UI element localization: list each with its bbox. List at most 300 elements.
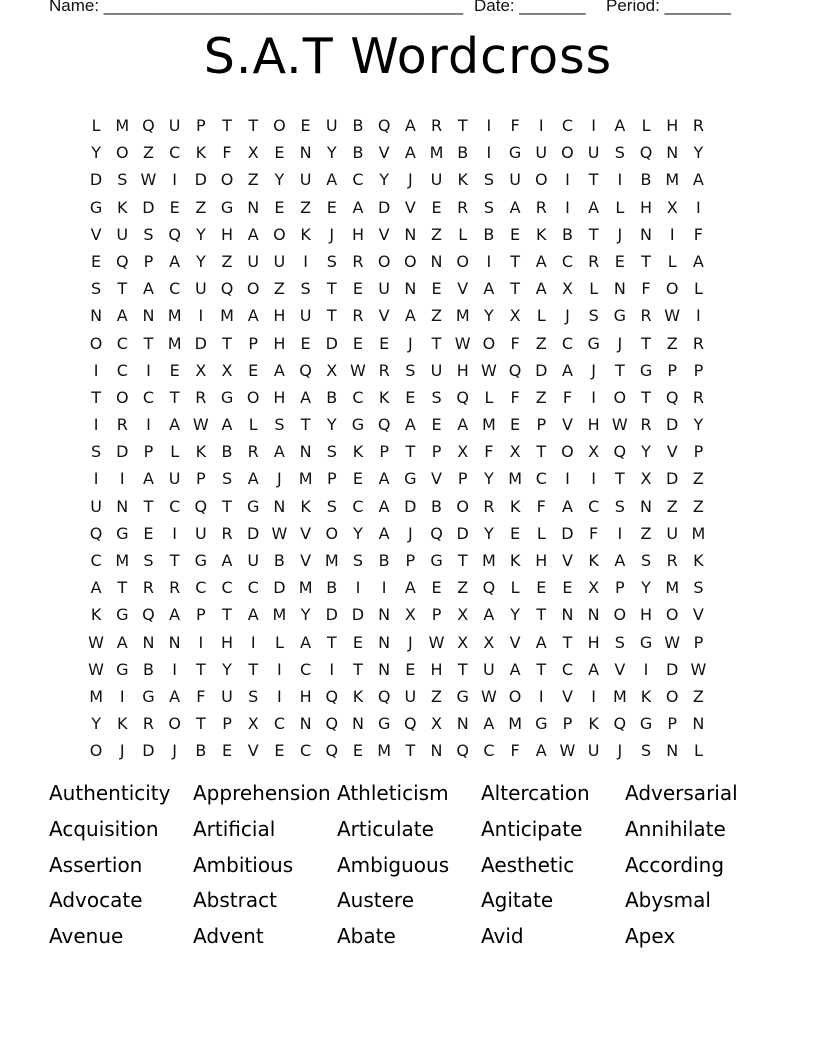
word-bank-item: Aesthetic bbox=[481, 852, 575, 877]
grid-letter: G bbox=[377, 714, 391, 734]
grid-letter: V bbox=[457, 279, 469, 299]
grid-letter: D bbox=[142, 741, 155, 761]
grid-letter: X bbox=[666, 197, 678, 217]
grid-letter: U bbox=[430, 360, 443, 380]
grid-letter: Q bbox=[456, 387, 470, 407]
grid-letter: P bbox=[196, 116, 206, 135]
grid-letter: N bbox=[378, 605, 391, 625]
grid-letter: M bbox=[665, 578, 680, 598]
grid-letter: R bbox=[116, 415, 128, 435]
grid-letter: K bbox=[195, 143, 207, 163]
grid-letter: Y bbox=[693, 143, 704, 163]
grid-letter: P bbox=[248, 333, 259, 353]
grid-letter: K bbox=[457, 170, 468, 190]
grid-letter: T bbox=[536, 605, 547, 625]
grid-letter: O bbox=[89, 333, 103, 353]
grid-letter: U bbox=[273, 251, 286, 271]
word-bank-item: Acquisition bbox=[49, 816, 159, 841]
grid-letter: Y bbox=[326, 143, 337, 163]
grid-letter: K bbox=[300, 496, 311, 516]
grid-letter: B bbox=[352, 143, 364, 163]
grid-letter: C bbox=[300, 659, 312, 679]
grid-letter: V bbox=[509, 632, 521, 652]
grid-letter: L bbox=[589, 279, 599, 299]
grid-letter: V bbox=[666, 442, 678, 462]
grid-letter: R bbox=[352, 306, 364, 326]
grid-letter: O bbox=[246, 387, 260, 407]
word-bank-item: Abstract bbox=[193, 888, 277, 913]
grid-letter: U bbox=[666, 523, 679, 543]
grid-letter: U bbox=[247, 251, 260, 271]
grid-letter: I bbox=[669, 224, 675, 244]
grid-letter: Q bbox=[220, 279, 234, 299]
grid-letter: E bbox=[169, 197, 180, 217]
grid-letter: Y bbox=[195, 251, 206, 271]
grid-letter: U bbox=[299, 306, 312, 326]
grid-letter: Z bbox=[640, 523, 652, 543]
grid-letter: J bbox=[407, 170, 413, 190]
grid-letter: E bbox=[431, 415, 442, 435]
grid-letter: U bbox=[587, 143, 600, 163]
grid-letter: T bbox=[300, 415, 311, 435]
grid-letter: L bbox=[536, 523, 546, 543]
word-bank-item: Abysmal bbox=[625, 888, 711, 913]
grid-letter: H bbox=[273, 333, 286, 353]
grid-letter: A bbox=[378, 496, 390, 516]
grid-letter: P bbox=[457, 469, 468, 489]
grid-letter: D bbox=[456, 523, 469, 543]
grid-letter: F bbox=[510, 387, 520, 407]
grid-letter: T bbox=[536, 442, 547, 462]
grid-letter: B bbox=[195, 741, 207, 761]
grid-letter: A bbox=[561, 360, 573, 380]
grid-letter: K bbox=[378, 387, 390, 407]
grid-letter: N bbox=[299, 442, 312, 462]
grid-letter: Y bbox=[326, 415, 337, 435]
grid-letter: N bbox=[378, 659, 391, 679]
grid-letter: S bbox=[483, 197, 494, 217]
grid-letter: V bbox=[561, 686, 573, 706]
word-bank-item: Articulate bbox=[337, 816, 434, 841]
grid-letter: I bbox=[617, 523, 623, 543]
grid-letter: A bbox=[535, 741, 547, 761]
grid-letter: S bbox=[431, 387, 442, 407]
word-bank-item: Apprehension bbox=[193, 781, 331, 805]
grid-letter: L bbox=[693, 279, 703, 299]
grid-letter: D bbox=[666, 469, 679, 489]
grid-letter: S bbox=[326, 251, 337, 271]
grid-letter: H bbox=[430, 659, 443, 679]
grid-letter: A bbox=[273, 442, 285, 462]
grid-letter: N bbox=[142, 306, 155, 326]
grid-letter: A bbox=[378, 523, 390, 543]
grid-letter: L bbox=[274, 632, 284, 652]
grid-letter: R bbox=[666, 551, 678, 570]
grid-letter: G bbox=[456, 686, 469, 706]
grid-letter: I bbox=[146, 415, 151, 435]
grid-letter: V bbox=[300, 551, 312, 570]
grid-letter: T bbox=[510, 279, 520, 299]
grid-letter: C bbox=[169, 496, 181, 516]
grid-letter: N bbox=[666, 143, 679, 163]
grid-letter: H bbox=[221, 224, 234, 244]
grid-letter: U bbox=[535, 143, 548, 163]
grid-letter: O bbox=[273, 224, 286, 244]
grid-letter: T bbox=[510, 251, 520, 271]
grid-letter: X bbox=[457, 605, 469, 625]
grid-letter: P bbox=[405, 551, 416, 570]
grid-letter: A bbox=[509, 659, 521, 679]
grid-letter: W bbox=[611, 415, 628, 435]
grid-letter: R bbox=[457, 197, 469, 217]
grid-letter: B bbox=[142, 659, 154, 679]
grid-letter: Z bbox=[431, 686, 443, 706]
grid-letter: I bbox=[486, 116, 492, 135]
grid-letter: U bbox=[247, 551, 260, 570]
grid-letter: P bbox=[431, 442, 442, 462]
grid-letter: N bbox=[247, 197, 260, 217]
grid-letter: I bbox=[172, 170, 178, 190]
grid-letter: A bbox=[692, 170, 704, 190]
grid-letter: T bbox=[405, 741, 416, 761]
grid-letter: D bbox=[194, 170, 207, 190]
grid-letter: I bbox=[591, 116, 597, 135]
grid-letter: Y bbox=[300, 605, 311, 625]
grid-letter: Y bbox=[510, 605, 520, 625]
grid-letter: S bbox=[640, 551, 652, 570]
grid-letter: E bbox=[352, 279, 364, 299]
grid-letter: R bbox=[692, 333, 704, 353]
grid-letter: F bbox=[536, 496, 546, 516]
grid-letter: N bbox=[640, 496, 653, 516]
grid-letter: A bbox=[221, 415, 233, 435]
grid-letter: T bbox=[326, 306, 337, 326]
student-info-header bbox=[0, 0, 816, 20]
word-bank-item: Artificial bbox=[193, 816, 276, 841]
grid-letter: P bbox=[693, 360, 704, 380]
grid-letter: E bbox=[405, 387, 416, 407]
grid-letter: A bbox=[116, 306, 128, 326]
grid-letter: C bbox=[169, 279, 181, 299]
grid-letter: E bbox=[326, 197, 337, 217]
grid-letter: G bbox=[247, 496, 260, 516]
grid-letter: A bbox=[404, 306, 416, 326]
grid-letter: I bbox=[93, 469, 99, 489]
grid-letter: X bbox=[509, 442, 521, 462]
grid-letter: F bbox=[510, 333, 520, 353]
grid-letter: L bbox=[510, 578, 520, 598]
grid-letter: Z bbox=[247, 170, 259, 190]
grid-letter: Y bbox=[379, 170, 390, 190]
grid-letter: A bbox=[535, 632, 547, 652]
grid-letter: O bbox=[273, 116, 286, 135]
grid-letter: X bbox=[457, 632, 469, 652]
grid-letter: C bbox=[483, 741, 495, 761]
grid-letter: M bbox=[482, 551, 496, 570]
date-field-label: Date: _______ bbox=[474, 0, 586, 15]
grid-letter: M bbox=[429, 143, 444, 163]
grid-letter: O bbox=[613, 605, 627, 625]
grid-letter: A bbox=[90, 578, 102, 598]
grid-letter: G bbox=[639, 714, 653, 734]
grid-letter: O bbox=[456, 496, 470, 516]
grid-letter: H bbox=[666, 116, 679, 135]
grid-letter: G bbox=[639, 360, 653, 380]
grid-letter: U bbox=[299, 170, 312, 190]
grid-letter: I bbox=[146, 360, 151, 380]
grid-letter: Q bbox=[115, 251, 129, 271]
grid-letter: Y bbox=[484, 523, 494, 543]
grid-letter: A bbox=[142, 279, 154, 299]
grid-letter: N bbox=[430, 741, 443, 761]
grid-letter: M bbox=[167, 333, 182, 353]
grid-letter: A bbox=[692, 251, 704, 271]
grid-letter: N bbox=[456, 714, 469, 734]
grid-letter: I bbox=[172, 523, 178, 543]
grid-letter: K bbox=[640, 686, 652, 706]
grid-letter: D bbox=[377, 197, 391, 217]
grid-letter: A bbox=[404, 578, 416, 598]
grid-letter: T bbox=[588, 224, 599, 244]
grid-letter: D bbox=[561, 523, 574, 543]
grid-letter: M bbox=[220, 306, 234, 326]
grid-letter: O bbox=[665, 279, 679, 299]
grid-letter: B bbox=[431, 496, 443, 516]
grid-letter: T bbox=[248, 116, 259, 135]
grid-letter: R bbox=[352, 251, 364, 271]
grid-letter: A bbox=[588, 197, 600, 217]
grid-letter: W bbox=[88, 659, 104, 679]
grid-letter: G bbox=[508, 143, 522, 163]
grid-letter: V bbox=[431, 469, 442, 489]
grid-letter: O bbox=[534, 170, 548, 190]
grid-letter: R bbox=[535, 197, 547, 217]
grid-letter: R bbox=[247, 442, 259, 462]
grid-letter: J bbox=[565, 306, 570, 326]
grid-letter: F bbox=[196, 686, 206, 706]
grid-letter: T bbox=[326, 279, 337, 299]
grid-letter: R bbox=[221, 523, 233, 543]
word-bank-item: Agitate bbox=[481, 888, 554, 913]
grid-letter: Z bbox=[300, 197, 312, 217]
grid-letter: L bbox=[458, 224, 468, 244]
grid-letter: S bbox=[693, 578, 704, 598]
grid-letter: G bbox=[220, 197, 234, 217]
grid-letter: S bbox=[300, 279, 311, 299]
grid-letter: I bbox=[591, 469, 597, 489]
grid-letter: E bbox=[352, 741, 364, 761]
grid-letter: N bbox=[613, 279, 626, 299]
grid-letter: Q bbox=[377, 415, 391, 435]
grid-letter: A bbox=[535, 279, 547, 299]
grid-letter: O bbox=[246, 279, 260, 299]
grid-letter: S bbox=[326, 496, 337, 516]
grid-letter: E bbox=[431, 279, 442, 299]
grid-letter: I bbox=[277, 686, 282, 706]
grid-letter: W bbox=[480, 360, 497, 380]
grid-letter: N bbox=[351, 714, 364, 734]
grid-letter: A bbox=[614, 116, 626, 135]
grid-letter: M bbox=[324, 551, 339, 570]
grid-letter: K bbox=[300, 224, 311, 244]
grid-letter: U bbox=[168, 116, 181, 135]
grid-letter: K bbox=[195, 442, 207, 462]
grid-letter: T bbox=[457, 659, 468, 679]
grid-letter: J bbox=[591, 360, 597, 380]
grid-letter: I bbox=[696, 197, 701, 217]
grid-letter: Z bbox=[692, 469, 704, 489]
grid-letter: Q bbox=[430, 523, 443, 543]
grid-letter: X bbox=[640, 469, 652, 489]
grid-letter: R bbox=[588, 251, 600, 271]
grid-letter: P bbox=[536, 415, 547, 435]
grid-letter: Y bbox=[274, 170, 285, 190]
word-bank-item: Abate bbox=[337, 924, 396, 949]
grid-letter: Q bbox=[325, 741, 339, 761]
grid-letter: O bbox=[561, 143, 574, 163]
grid-letter: E bbox=[91, 251, 102, 271]
grid-letter: Q bbox=[325, 686, 339, 706]
grid-letter: W bbox=[480, 686, 497, 706]
grid-letter: D bbox=[325, 605, 338, 625]
grid-letter: I bbox=[198, 306, 204, 326]
grid-letter: W bbox=[140, 170, 157, 190]
grid-letter: N bbox=[666, 741, 679, 761]
grid-letter: T bbox=[614, 469, 625, 489]
grid-letter: O bbox=[456, 251, 470, 271]
grid-letter: Q bbox=[613, 714, 627, 734]
grid-letter: O bbox=[220, 170, 234, 190]
grid-letter: W bbox=[88, 632, 104, 652]
grid-letter: V bbox=[692, 605, 704, 625]
grid-letter: G bbox=[639, 632, 653, 652]
grid-letter: N bbox=[378, 632, 391, 652]
grid-letter: I bbox=[119, 686, 125, 706]
grid-letter: C bbox=[195, 578, 207, 598]
grid-letter: H bbox=[273, 387, 286, 407]
word-bank-item: Ambiguous bbox=[337, 852, 450, 877]
word-bank-item: According bbox=[625, 852, 725, 877]
grid-letter: P bbox=[615, 578, 625, 598]
grid-letter: C bbox=[221, 578, 233, 598]
grid-letter: V bbox=[90, 224, 102, 244]
grid-letter: U bbox=[378, 279, 391, 299]
grid-letter: G bbox=[116, 605, 129, 625]
grid-letter: E bbox=[274, 741, 285, 761]
grid-letter: G bbox=[404, 469, 417, 489]
grid-letter: F bbox=[510, 741, 520, 761]
grid-letter: K bbox=[90, 605, 102, 625]
grid-letter: S bbox=[248, 686, 259, 706]
grid-letter: T bbox=[405, 442, 416, 462]
grid-letter: M bbox=[298, 469, 313, 489]
grid-letter: D bbox=[89, 170, 103, 190]
grid-letter: I bbox=[303, 251, 308, 271]
grid-letter: S bbox=[405, 360, 416, 380]
grid-letter: I bbox=[486, 251, 492, 271]
grid-letter: M bbox=[377, 741, 392, 761]
grid-letter: B bbox=[378, 551, 390, 570]
grid-letter: A bbox=[483, 279, 495, 299]
grid-letter: N bbox=[404, 224, 417, 244]
grid-letter: F bbox=[222, 143, 232, 163]
grid-letter: I bbox=[329, 659, 335, 679]
grid-letter: R bbox=[378, 360, 390, 380]
grid-letter: S bbox=[614, 632, 625, 652]
grid-letter: Z bbox=[692, 496, 704, 516]
grid-letter: C bbox=[535, 469, 547, 489]
grid-letter: U bbox=[509, 170, 521, 190]
grid-letter: X bbox=[195, 360, 207, 380]
grid-letter: F bbox=[589, 523, 599, 543]
grid-letter: A bbox=[483, 714, 495, 734]
grid-letter: Z bbox=[535, 333, 547, 353]
grid-letter: O bbox=[665, 605, 679, 625]
grid-letter: I bbox=[591, 686, 597, 706]
grid-letter: H bbox=[299, 686, 312, 706]
grid-letter: D bbox=[666, 659, 679, 679]
grid-letter: D bbox=[325, 333, 338, 353]
grid-letter: I bbox=[591, 387, 597, 407]
grid-letter: S bbox=[221, 469, 233, 489]
word-bank-item: Authenticity bbox=[49, 781, 171, 805]
grid-letter: T bbox=[195, 714, 206, 734]
grid-letter: S bbox=[326, 442, 337, 462]
word-bank-item: Altercation bbox=[481, 781, 590, 805]
grid-letter: S bbox=[274, 415, 285, 435]
grid-letter: A bbox=[273, 360, 285, 380]
grid-letter: A bbox=[300, 632, 312, 652]
grid-letter: P bbox=[222, 714, 232, 734]
word-bank-item: Assertion bbox=[49, 852, 143, 877]
grid-letter: V bbox=[378, 306, 390, 326]
grid-letter: E bbox=[510, 523, 521, 543]
grid-letter: G bbox=[194, 551, 208, 570]
grid-letter: U bbox=[587, 741, 600, 761]
grid-letter: E bbox=[274, 143, 285, 163]
grid-letter: E bbox=[405, 659, 416, 679]
grid-letter: H bbox=[587, 632, 600, 652]
grid-letter: I bbox=[277, 659, 282, 679]
grid-letter: E bbox=[352, 469, 364, 489]
grid-letter: Z bbox=[431, 224, 443, 244]
grid-letter: Y bbox=[91, 143, 101, 163]
grid-letter: A bbox=[142, 469, 154, 489]
grid-letter: Z bbox=[666, 496, 678, 516]
grid-letter: A bbox=[247, 605, 259, 625]
grid-letter: V bbox=[378, 143, 390, 163]
grid-letter: F bbox=[484, 442, 494, 462]
grid-letter: Q bbox=[142, 116, 155, 135]
grid-letter: I bbox=[565, 197, 570, 217]
grid-letter: A bbox=[169, 251, 181, 271]
grid-letter: A bbox=[509, 197, 521, 217]
letter-grid bbox=[83, 112, 712, 765]
grid-letter: A bbox=[169, 686, 181, 706]
period-field-label: Period: _______ bbox=[606, 0, 731, 15]
grid-letter: T bbox=[641, 333, 651, 353]
word-bank-item: Advent bbox=[193, 924, 264, 949]
grid-letter: S bbox=[91, 279, 102, 299]
grid-letter: Q bbox=[404, 714, 417, 734]
grid-letter: X bbox=[247, 714, 259, 734]
grid-letter: E bbox=[510, 224, 521, 244]
grid-letter: E bbox=[510, 415, 521, 435]
grid-letter: T bbox=[222, 496, 232, 516]
grid-letter: Y bbox=[641, 442, 651, 462]
grid-letter: H bbox=[587, 415, 600, 435]
grid-letter: B bbox=[352, 116, 364, 135]
